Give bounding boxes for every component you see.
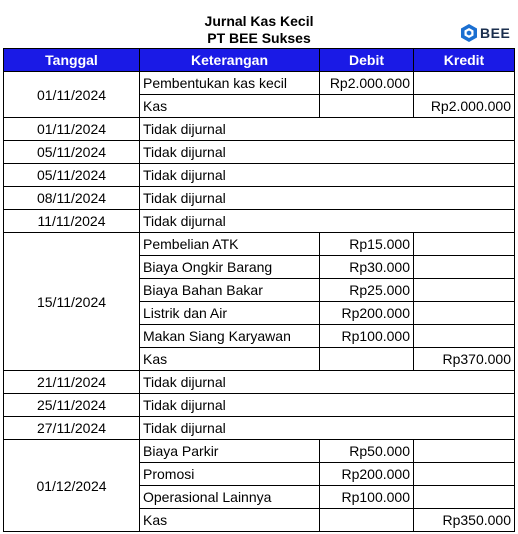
note-cell: Tidak dijurnal xyxy=(140,210,515,233)
description-cell: Kas xyxy=(140,509,320,532)
description-cell: Listrik dan Air xyxy=(140,302,320,325)
kredit-cell xyxy=(414,302,515,325)
date-cell: 11/11/2024 xyxy=(4,210,140,233)
company-name: PT BEE Sukses xyxy=(207,30,311,46)
date-cell: 01/12/2024 xyxy=(4,440,140,532)
date-cell: 08/11/2024 xyxy=(4,187,140,210)
petty-cash-journal-table xyxy=(3,48,515,532)
not-journaled-row xyxy=(4,118,515,141)
description-cell: Biaya Ongkir Barang xyxy=(140,256,320,279)
bee-hexagon-icon xyxy=(461,24,477,42)
table-header-row xyxy=(4,49,515,72)
not-journaled-row xyxy=(4,141,515,164)
note-cell: Tidak dijurnal xyxy=(140,118,515,141)
kredit-cell: Rp350.000 xyxy=(414,509,515,532)
debit-cell: Rp200.000 xyxy=(320,463,414,486)
description-cell: Operasional Lainnya xyxy=(140,486,320,509)
journal-body xyxy=(4,72,515,532)
date-cell: 15/11/2024 xyxy=(4,233,140,371)
debit-cell: Rp100.000 xyxy=(320,486,414,509)
debit-cell: Rp25.000 xyxy=(320,279,414,302)
date-cell: 01/11/2024 xyxy=(4,118,140,141)
journal-entry-row xyxy=(4,440,515,463)
date-cell: 21/11/2024 xyxy=(4,371,140,394)
debit-cell: Rp100.000 xyxy=(320,325,414,348)
description-cell: Promosi xyxy=(140,463,320,486)
description-cell: Biaya Bahan Bakar xyxy=(140,279,320,302)
debit-cell: Rp30.000 xyxy=(320,256,414,279)
column-header-kredit: Kredit xyxy=(414,49,515,72)
journal-entry-row xyxy=(4,233,515,256)
kredit-cell xyxy=(414,279,515,302)
note-cell: Tidak dijurnal xyxy=(140,141,515,164)
debit-cell: Rp15.000 xyxy=(320,233,414,256)
note-cell: Tidak dijurnal xyxy=(140,371,515,394)
description-cell: Kas xyxy=(140,348,320,371)
kredit-cell: Rp370.000 xyxy=(414,348,515,371)
kredit-cell xyxy=(414,463,515,486)
debit-cell: Rp200.000 xyxy=(320,302,414,325)
description-cell: Makan Siang Karyawan xyxy=(140,325,320,348)
not-journaled-row xyxy=(4,417,515,440)
debit-cell xyxy=(320,95,414,118)
company-logo xyxy=(461,24,510,42)
date-cell: 27/11/2024 xyxy=(4,417,140,440)
kredit-cell: Rp2.000.000 xyxy=(414,95,515,118)
note-cell: Tidak dijurnal xyxy=(140,394,515,417)
kredit-cell xyxy=(414,325,515,348)
debit-cell: Rp50.000 xyxy=(320,440,414,463)
journal-entry-row xyxy=(4,72,515,95)
note-cell: Tidak dijurnal xyxy=(140,187,515,210)
not-journaled-row xyxy=(4,210,515,233)
description-cell: Pembentukan kas kecil xyxy=(140,72,320,95)
logo-text: BEE xyxy=(480,25,511,41)
report-title: Jurnal Kas Kecil xyxy=(204,13,314,29)
kredit-cell xyxy=(414,233,515,256)
note-cell: Tidak dijurnal xyxy=(140,417,515,440)
not-journaled-row xyxy=(4,187,515,210)
description-cell: Pembelian ATK xyxy=(140,233,320,256)
date-cell: 01/11/2024 xyxy=(4,72,140,118)
column-header-tanggal: Tanggal xyxy=(4,49,140,72)
date-cell: 05/11/2024 xyxy=(4,141,140,164)
not-journaled-row xyxy=(4,394,515,417)
debit-cell: Rp2.000.000 xyxy=(320,72,414,95)
description-cell: Kas xyxy=(140,95,320,118)
not-journaled-row xyxy=(4,371,515,394)
column-header-keterangan: Keterangan xyxy=(140,49,320,72)
debit-cell xyxy=(320,509,414,532)
date-cell: 05/11/2024 xyxy=(4,164,140,187)
description-cell: Biaya Parkir xyxy=(140,440,320,463)
kredit-cell xyxy=(414,256,515,279)
debit-cell xyxy=(320,348,414,371)
kredit-cell xyxy=(414,440,515,463)
date-cell: 25/11/2024 xyxy=(4,394,140,417)
kredit-cell xyxy=(414,486,515,509)
not-journaled-row xyxy=(4,164,515,187)
kredit-cell xyxy=(414,72,515,95)
note-cell: Tidak dijurnal xyxy=(140,164,515,187)
column-header-debit: Debit xyxy=(320,49,414,72)
